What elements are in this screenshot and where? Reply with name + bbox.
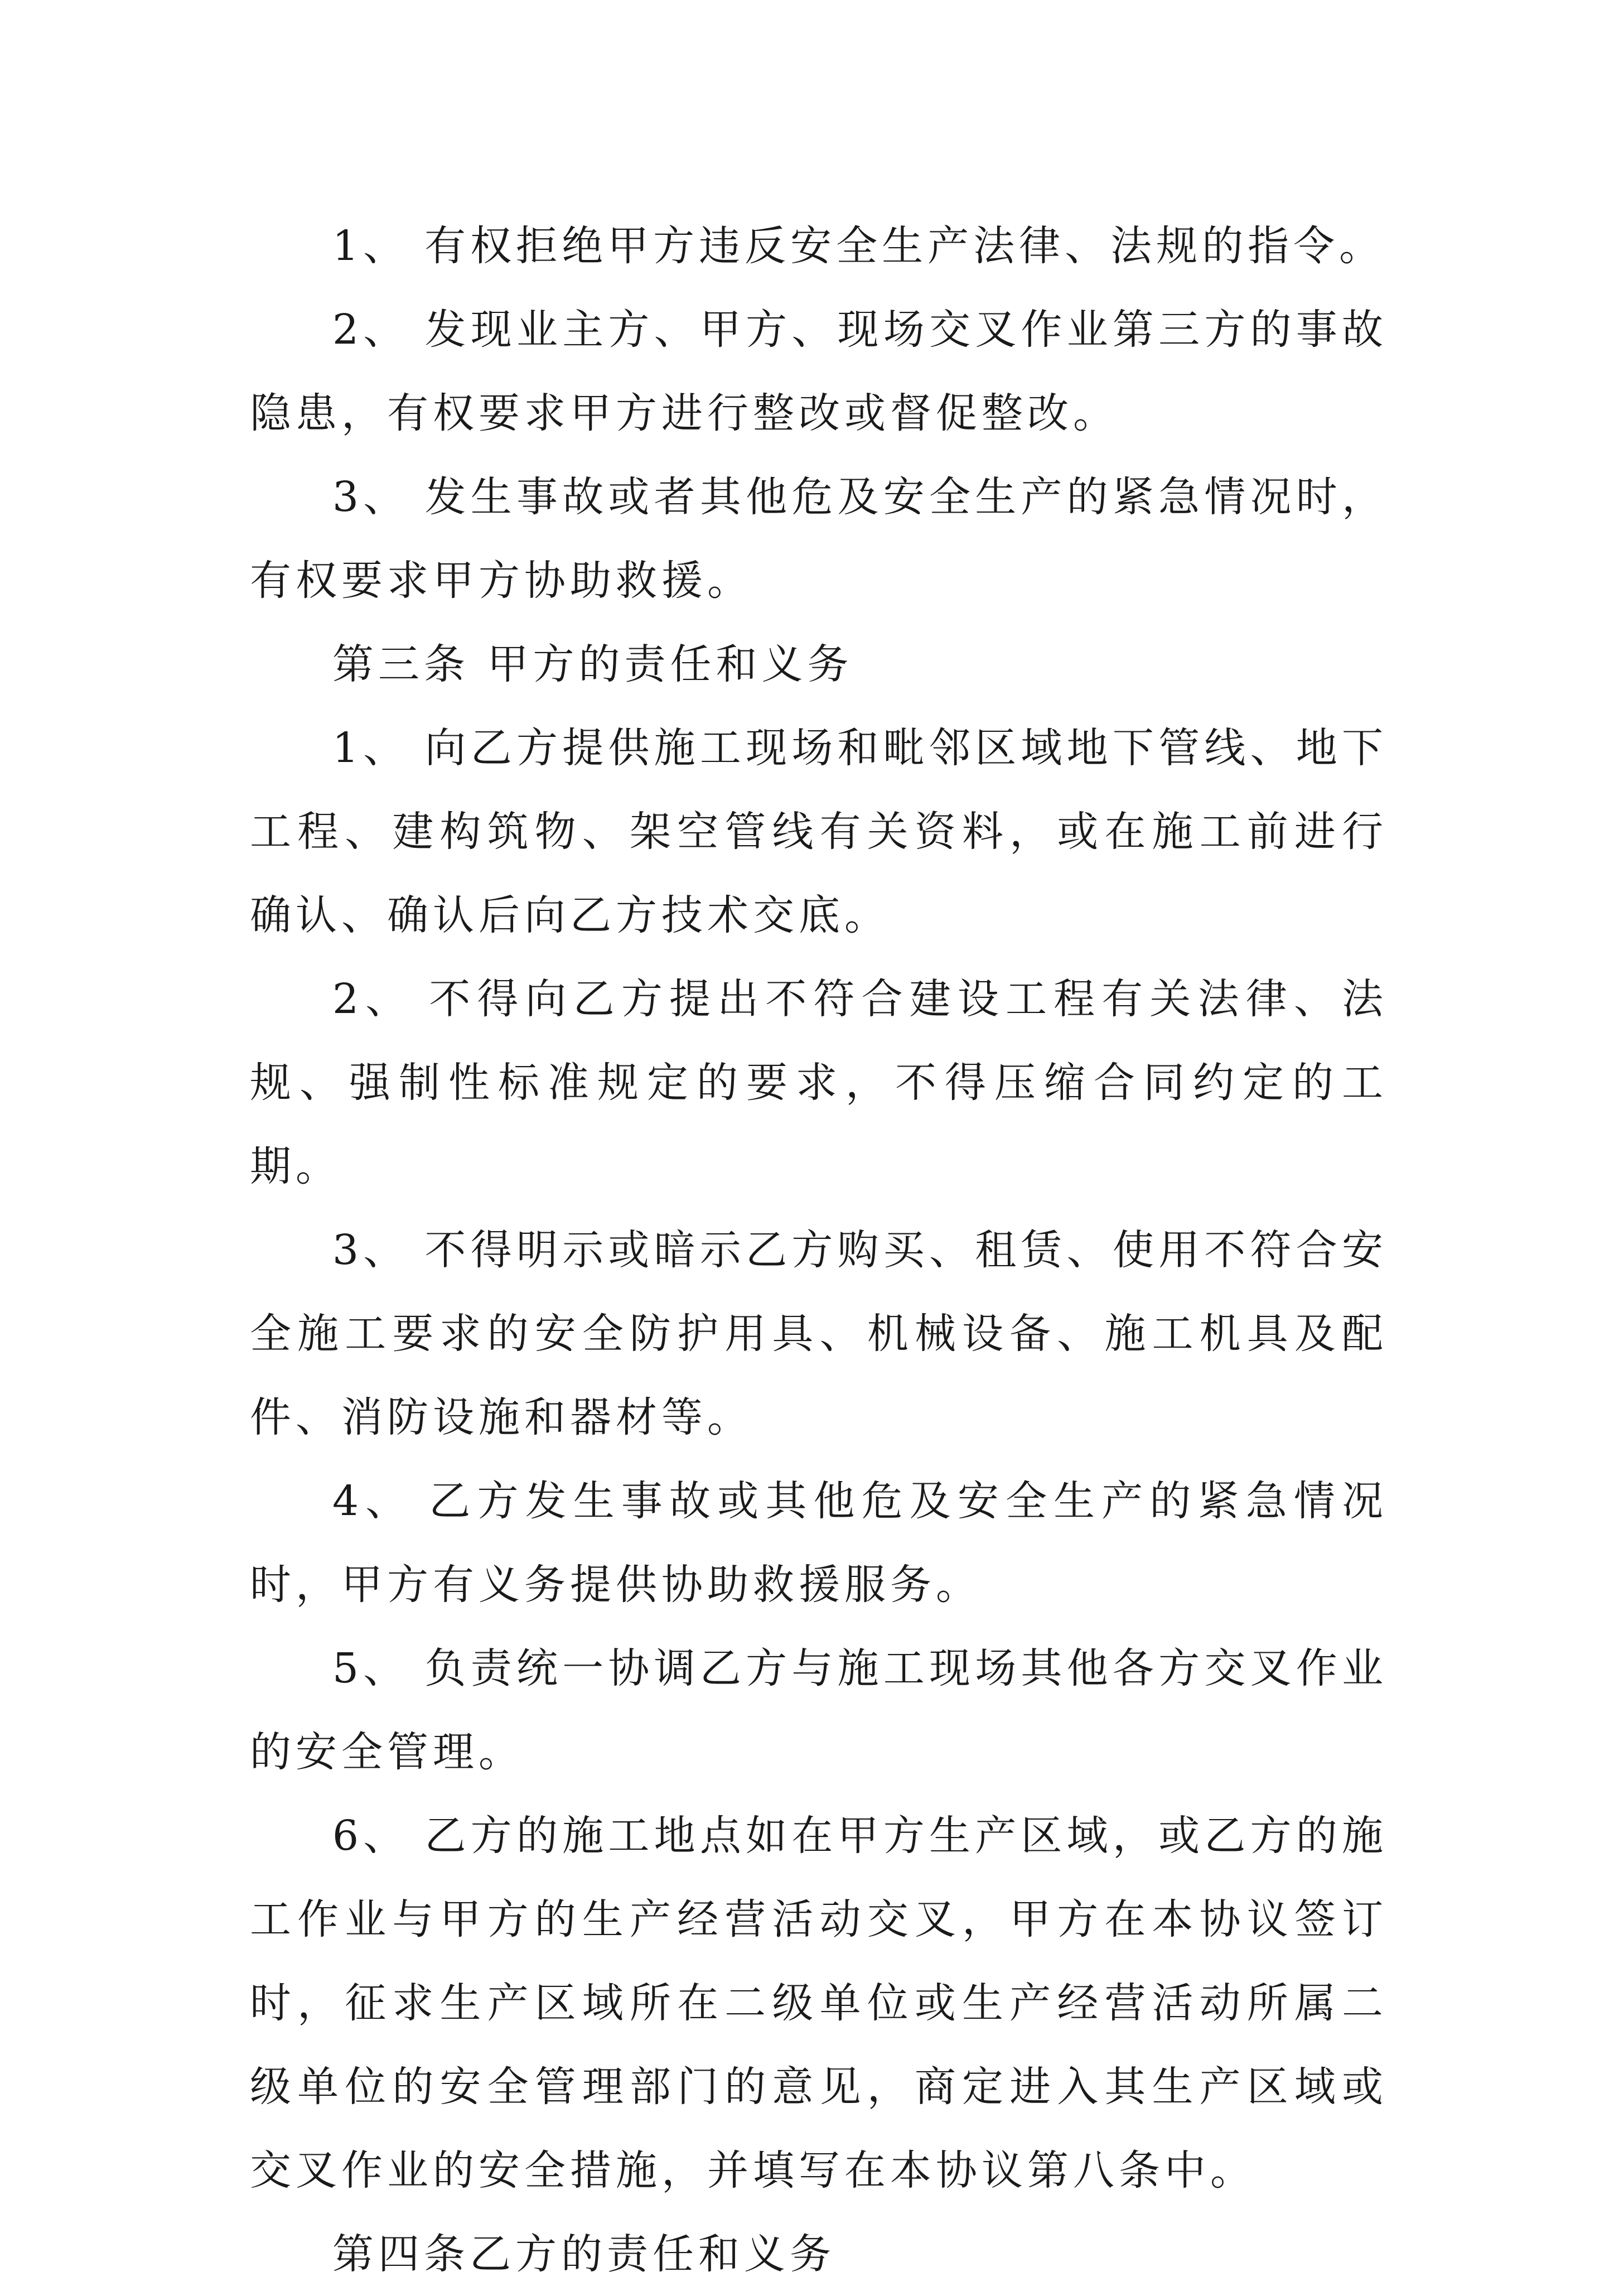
item-number: 2、 (332, 975, 414, 1023)
item-number: 2、 (332, 306, 409, 354)
item-text: 不得向乙方提出不符合建设工程有关法律、法规、强制性标准规定的要求，不得压缩合同约定的工期。 (250, 975, 1388, 1190)
list-item (250, 1794, 1388, 2212)
item-text: 有权拒绝甲方违反安全生产法律、法规的指令。 (424, 222, 1385, 270)
list-item (250, 1459, 1388, 1627)
section-heading (250, 623, 1388, 706)
list-item (250, 1208, 1388, 1459)
section-heading-text: 第三条 甲方的责任和义务 (332, 640, 853, 688)
item-text: 发现业主方、甲方、现场交叉作业第三方的事故隐患，有权要求甲方进行整改或督促整改。 (250, 306, 1388, 437)
item-text: 乙方的施工地点如在甲方生产区域，或乙方的施工作业与甲方的生产经营活动交叉，甲方在本协议签订时，征求生产区域所在二级单位或生产经营活动所属二级单位的安全管理部门的意见，商定进入其生产区域或交叉作业的安全措施，并填写在本协议第八条中。 (250, 1812, 1388, 2194)
item-number: 1、 (332, 222, 409, 270)
item-text: 向乙方提供施工现场和毗邻区域地下管线、地下工程、建构筑物、架空管线有关资料，或在施工前进行确认、确认后向乙方技术交底。 (250, 724, 1388, 939)
document-body (250, 204, 1388, 2296)
section-heading (250, 2212, 1388, 2296)
item-text: 发生事故或者其他危及安全生产的紧急情况时，有权要求甲方协助救援。 (250, 473, 1388, 605)
item-text: 负责统一协调乙方与施工现场其他各方交叉作业的安全管理。 (250, 1644, 1388, 1776)
item-text: 乙方发生事故或其他危及安全生产的紧急情况时，甲方有义务提供协助救援服务。 (250, 1477, 1388, 1609)
list-item (250, 1627, 1388, 1794)
item-number: 3、 (332, 473, 409, 521)
item-number: 6、 (332, 1812, 409, 1860)
list-item (250, 706, 1388, 957)
list-item (250, 455, 1388, 623)
item-number: 1、 (332, 724, 409, 772)
list-item (250, 204, 1388, 288)
section-heading-text: 第四条乙方的责任和义务 (332, 2230, 835, 2278)
item-number: 4、 (332, 1477, 414, 1525)
item-number: 3、 (332, 1226, 409, 1274)
item-text: 不得明示或暗示乙方购买、租赁、使用不符合安全施工要求的安全防护用具、机械设备、施工机具及配件、消防设施和器材等。 (250, 1226, 1388, 1441)
list-item (250, 288, 1388, 455)
list-item (250, 957, 1388, 1208)
item-number: 5、 (332, 1644, 409, 1692)
